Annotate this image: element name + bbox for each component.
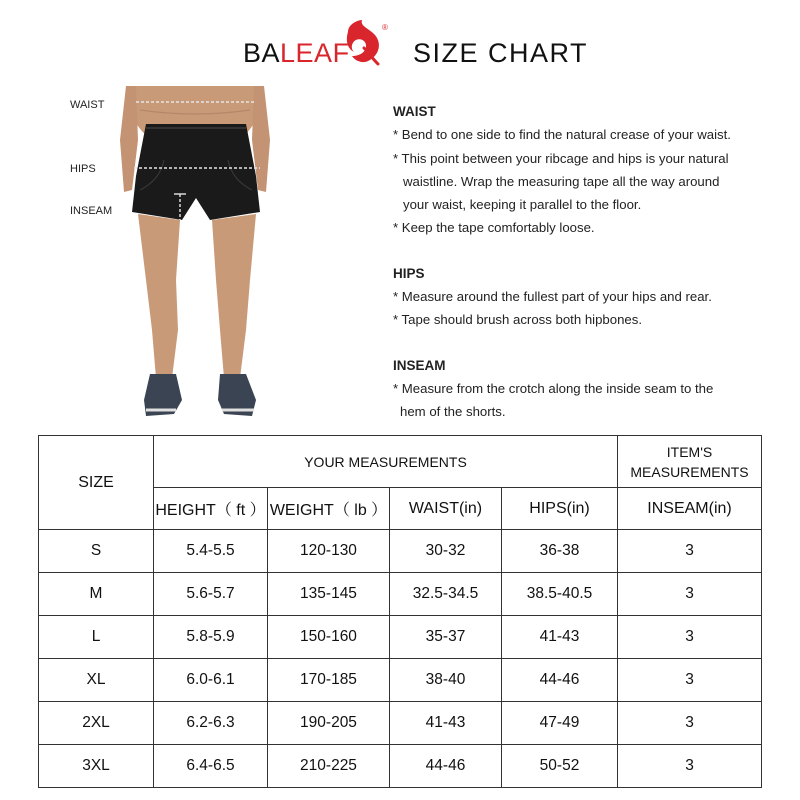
height-cell: 5.8-5.9 [154, 616, 268, 659]
weight-column-header: WEIGHT（ lb ） [268, 488, 390, 530]
hips-cell: 50-52 [502, 745, 618, 788]
shorts-shape [132, 124, 260, 220]
items-measurements-header-line2: MEASUREMENTS [630, 463, 749, 480]
figure-label-inseam: INSEAM [70, 205, 113, 217]
waist-line-5: * Keep the tape comfortably loose. [393, 220, 595, 236]
hips-cell: 36-38 [502, 530, 618, 573]
hips-cell: 44-46 [502, 659, 618, 702]
header [0, 18, 800, 78]
size-cell: 3XL [39, 745, 154, 788]
page-title: SIZE CHART [413, 38, 589, 68]
weight-cell: 210-225 [268, 745, 390, 788]
waist-line-4: your waist, keeping it parallel to the floor. [403, 197, 642, 213]
inseam-cell: 3 [618, 745, 762, 788]
size-cell: 2XL [39, 702, 154, 745]
waist-line-1: * Bend to one side to find the natural crease of your waist. [393, 127, 731, 143]
waist-cell: 35-37 [390, 616, 502, 659]
figure-label-waist: WAIST [70, 99, 105, 111]
brand-accent: LEAF [280, 38, 350, 68]
inseam-column-header: INSEAM(in) [618, 488, 762, 530]
your-measurements-header: YOUR MEASUREMENTS [154, 436, 618, 488]
brand-prefix: BA [243, 38, 281, 68]
weight-cell: 135-145 [268, 573, 390, 616]
table-row [39, 702, 762, 745]
height-cell: 5.6-5.7 [154, 573, 268, 616]
weight-cell: 150-160 [268, 616, 390, 659]
inseam-line-2: hem of the shorts. [400, 404, 506, 420]
height-cell: 6.0-6.1 [154, 659, 268, 702]
size-table-body [39, 530, 762, 788]
hips-cell: 47-49 [502, 702, 618, 745]
inseam-section-title: INSEAM [393, 357, 446, 373]
waist-cell: 32.5-34.5 [390, 573, 502, 616]
left-arm-shape [120, 86, 138, 192]
height-cell: 6.2-6.3 [154, 702, 268, 745]
leaf-logo-icon [338, 18, 394, 66]
measurement-instructions [393, 100, 793, 424]
hips-section-title: HIPS [393, 265, 425, 281]
table-row [39, 573, 762, 616]
items-measurements-header [618, 436, 762, 488]
waist-cell: 30-32 [390, 530, 502, 573]
hips-line-1: * Measure around the fullest part of your hips and rear. [393, 289, 712, 305]
weight-cell: 120-130 [268, 530, 390, 573]
waist-column-header: WAIST(in) [390, 488, 502, 530]
hips-cell: 41-43 [502, 616, 618, 659]
registered-mark: ® [382, 23, 388, 32]
size-cell: XL [39, 659, 154, 702]
size-cell: M [39, 573, 154, 616]
table-row [39, 616, 762, 659]
table-row [39, 659, 762, 702]
size-cell: L [39, 616, 154, 659]
inseam-line-1: * Measure from the crotch along the inside seam to the [393, 380, 714, 396]
waist-section-title: WAIST [393, 104, 436, 119]
table-row [39, 530, 762, 573]
model-figure [60, 80, 390, 430]
weight-cell: 170-185 [268, 659, 390, 702]
inseam-cell: 3 [618, 702, 762, 745]
left-leg-shape [138, 214, 180, 378]
size-cell: S [39, 530, 154, 573]
waist-line-3: waistline. Wrap the measuring tape all the way around [403, 173, 720, 189]
height-cell: 6.4-6.5 [154, 745, 268, 788]
size-column-header: SIZE [39, 436, 154, 530]
table-row [39, 745, 762, 788]
waist-cell: 44-46 [390, 745, 502, 788]
height-column-header: HEIGHT（ ft ） [154, 488, 268, 530]
model-illustration [60, 80, 390, 430]
height-cell: 5.4-5.5 [154, 530, 268, 573]
waist-cell: 38-40 [390, 659, 502, 702]
items-measurements-header-line1: ITEM'S [666, 443, 713, 460]
right-leg-shape [212, 214, 256, 378]
figure-label-hips: HIPS [70, 163, 96, 175]
waist-line-2: * This point between your ribcage and hips is your natural [393, 150, 729, 166]
inseam-cell: 3 [618, 616, 762, 659]
hips-line-2: * Tape should brush across both hipbones. [393, 312, 643, 328]
inseam-cell: 3 [618, 659, 762, 702]
inseam-cell: 3 [618, 573, 762, 616]
size-chart-table [38, 435, 762, 788]
brand-logo-text [243, 38, 350, 69]
waist-cell: 41-43 [390, 702, 502, 745]
hips-cell: 38.5-40.5 [502, 573, 618, 616]
weight-cell: 190-205 [268, 702, 390, 745]
inseam-cell: 3 [618, 530, 762, 573]
hips-column-header: HIPS(in) [502, 488, 618, 530]
